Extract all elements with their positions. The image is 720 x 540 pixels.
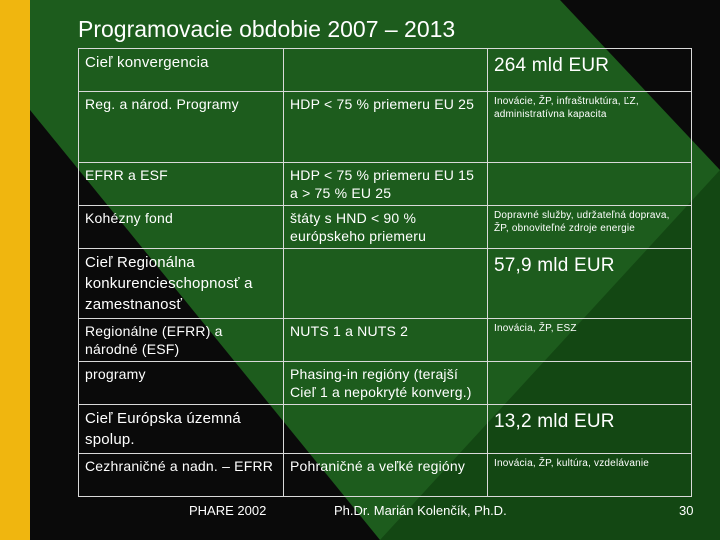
table-row: [79, 249, 692, 319]
page-number: 30: [679, 503, 694, 518]
table-cell: [488, 163, 692, 206]
table-cell: [284, 49, 488, 92]
slide-title: Programovacie obdobie 2007 – 2013: [78, 16, 456, 42]
program-table: [78, 48, 688, 497]
table-row: [79, 49, 692, 92]
table-cell: EFRR a ESF: [79, 163, 284, 206]
table-cell: Inovácia, ŽP, ESZ: [488, 319, 692, 362]
convergence-amount: 264 mld EUR: [488, 49, 692, 92]
table-cell: Phasing-in regióny (terajší Cieľ 1 a nepokryté konverg.): [284, 362, 488, 405]
territorial-amount: 13,2 mld EUR: [488, 405, 692, 454]
table-cell: Reg. a národ. Programy: [79, 92, 284, 163]
table-row: [79, 454, 692, 497]
table-cell: HDP < 75 % priemeru EU 25: [284, 92, 488, 163]
footer-source: PHARE 2002: [189, 503, 267, 518]
competitiveness-amount: 57,9 mld EUR: [488, 249, 692, 319]
table-cell: Pohraničné a veľké regióny: [284, 454, 488, 497]
table-row: [79, 319, 692, 362]
table-row: [79, 163, 692, 206]
table-cell: [284, 249, 488, 319]
table-row: [79, 405, 692, 454]
table-cell: štáty s HND < 90 % európskeho priemeru: [284, 206, 488, 249]
table-cell: Kohézny fond: [79, 206, 284, 249]
table-cell: Dopravné služby, udržateľná doprava, ŽP, obnoviteľné zdroje energie: [488, 206, 692, 249]
table-row: [79, 92, 692, 163]
table-cell: Inovácie, ŽP, infraštruktúra, ĽZ, administratívna kapacita: [488, 92, 692, 163]
goal-territorial-label: Cieľ Európska územná spolup.: [79, 405, 284, 454]
table-cell: programy: [79, 362, 284, 405]
table-row: [79, 362, 692, 405]
table-cell: [284, 405, 488, 454]
table-cell: HDP < 75 % priemeru EU 15 a > 75 % EU 25: [284, 163, 488, 206]
table-cell: [488, 362, 692, 405]
table-cell: Inovácia, ŽP, kultúra, vzdelávanie: [488, 454, 692, 497]
footer-author: Ph.Dr. Marián Kolenčík, Ph.D.: [334, 503, 507, 518]
goal-competitiveness-label: Cieľ Regionálna konkurencieschopnosť a zamestnanosť: [79, 249, 284, 319]
table-cell: NUTS 1 a NUTS 2: [284, 319, 488, 362]
table-row: [79, 206, 692, 249]
left-accent-bar: [0, 0, 30, 540]
table-cell: Cezhraničné a nadn. – EFRR: [79, 454, 284, 497]
table-cell: Regionálne (EFRR) a národné (ESF): [79, 319, 284, 362]
goal-convergence-label: Cieľ konvergencia: [79, 49, 284, 92]
